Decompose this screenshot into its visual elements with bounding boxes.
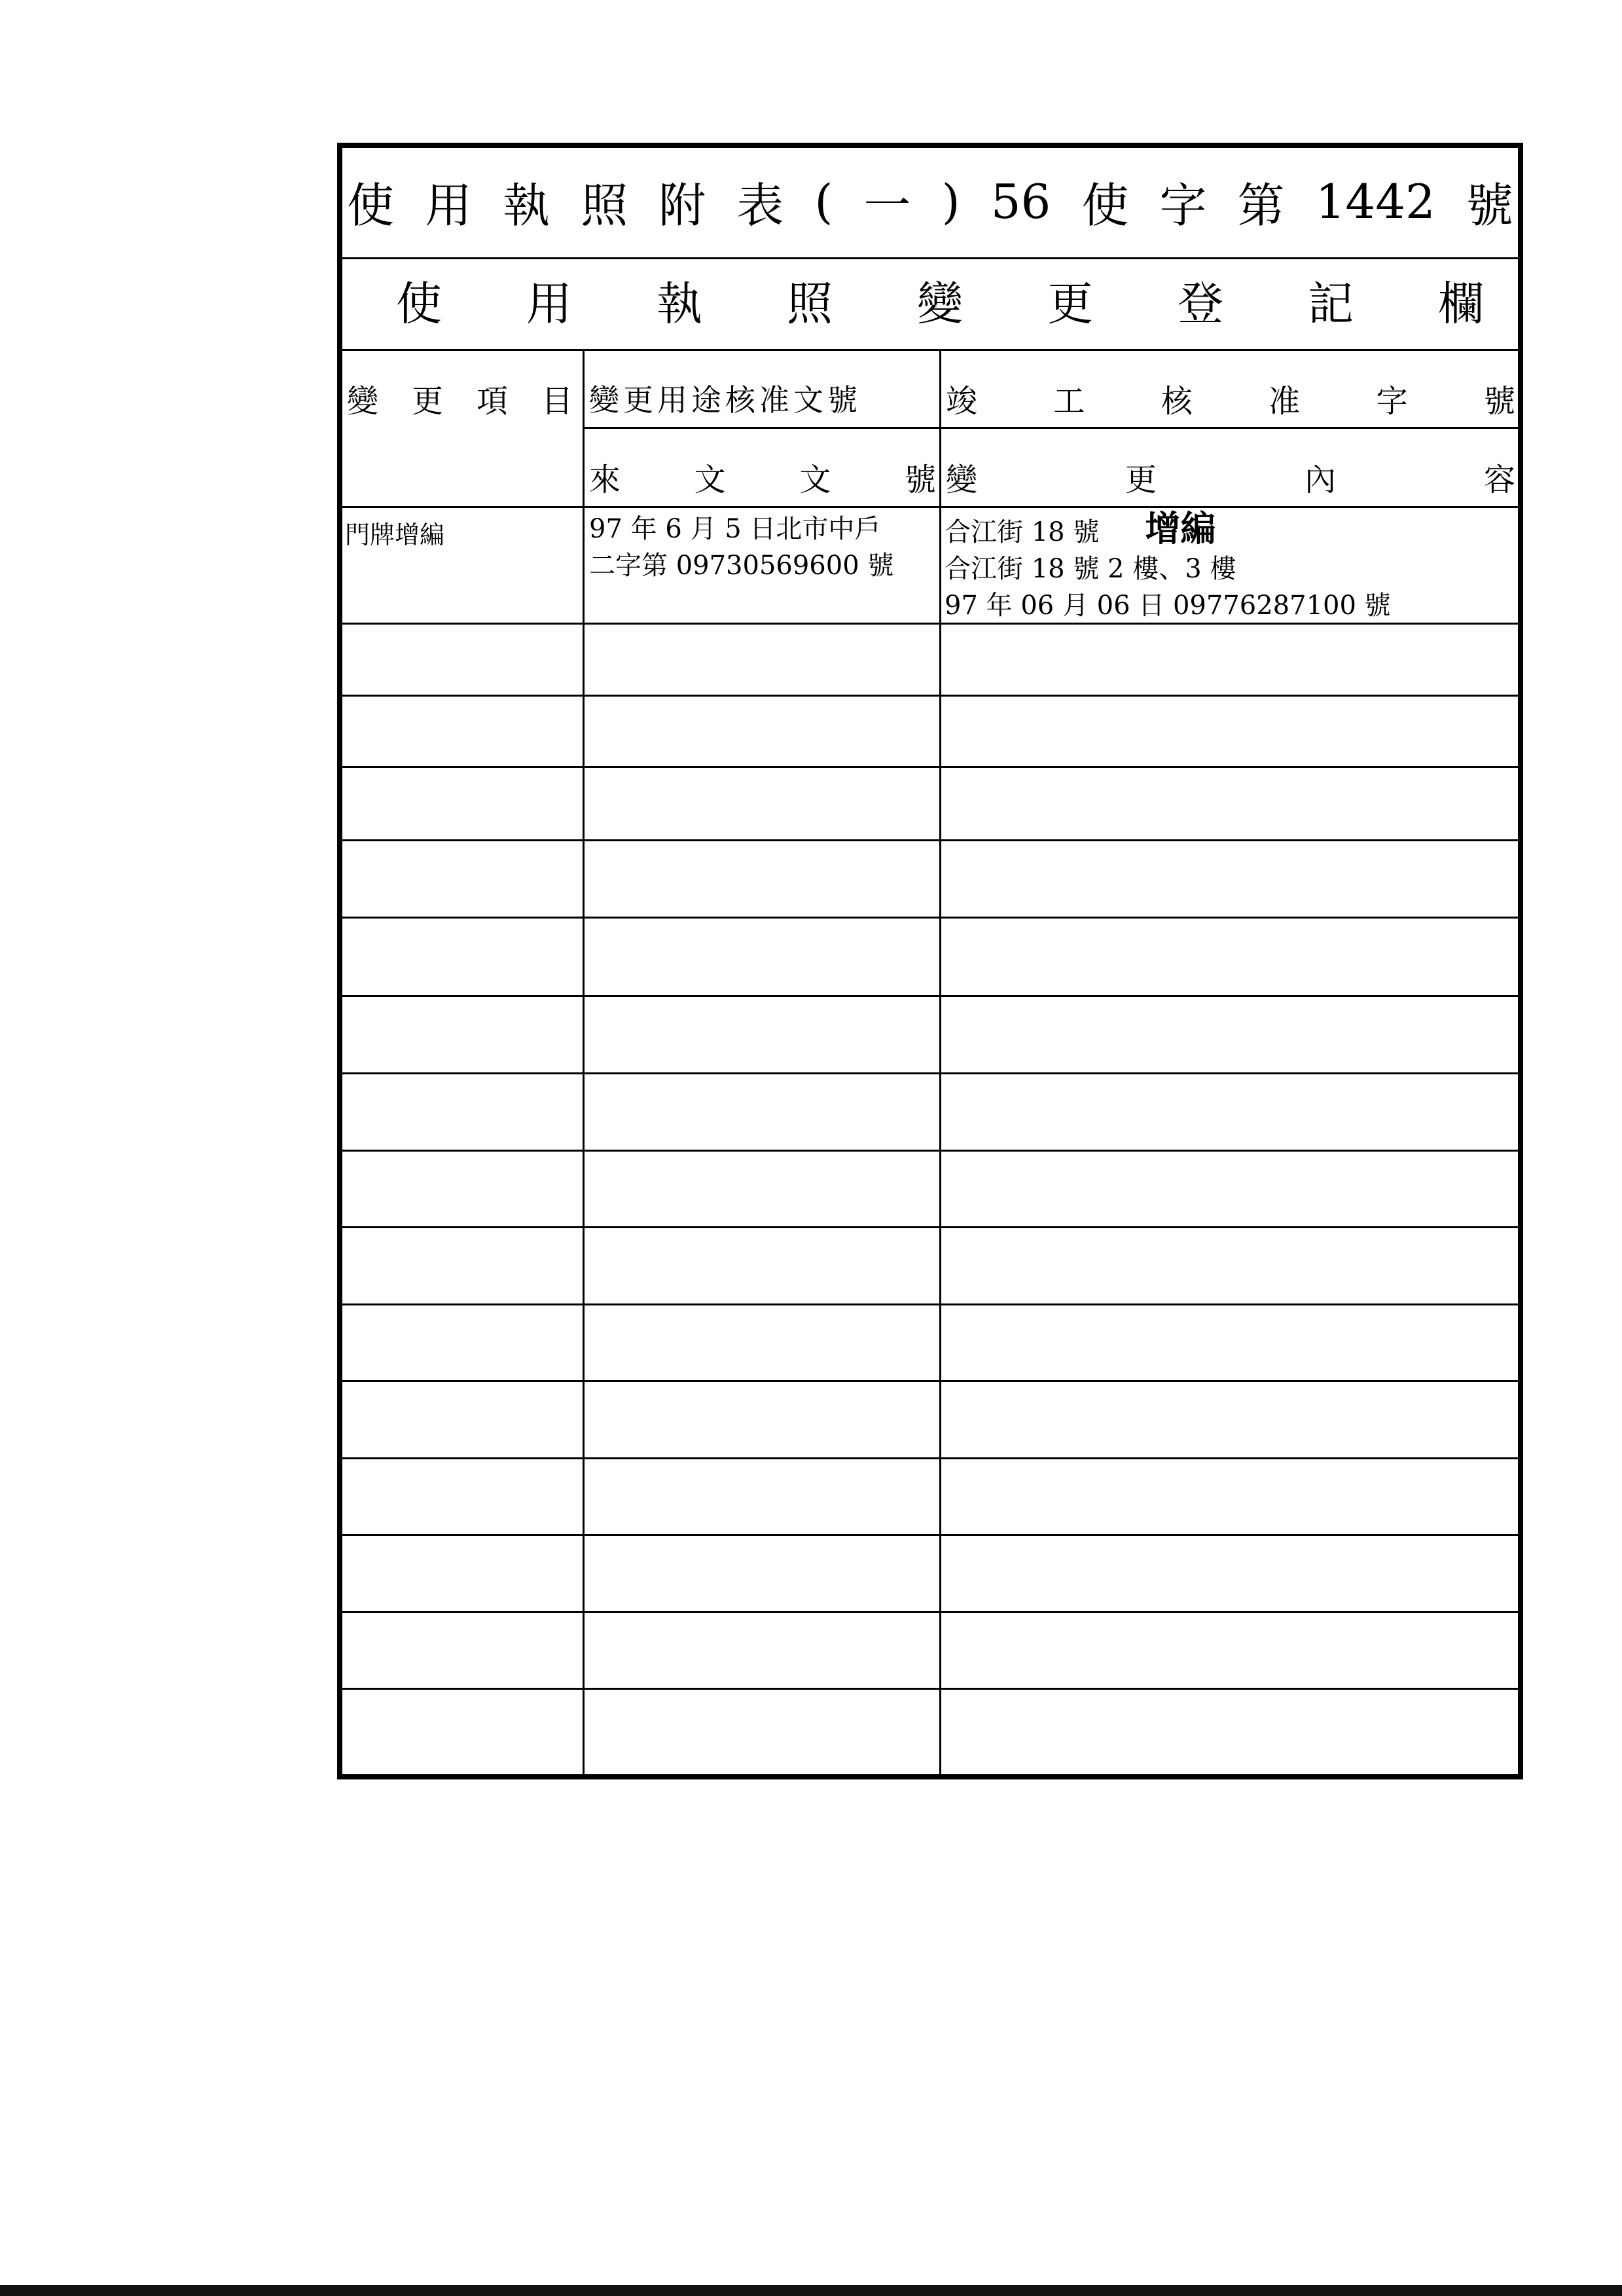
header-char: 准 (1269, 382, 1301, 420)
row-divider (337, 1688, 1523, 1690)
header-char: 變 (347, 382, 379, 420)
row-divider (337, 1380, 1523, 1382)
subtitle-char: 使 (396, 276, 442, 331)
title-char: 使 (347, 178, 395, 233)
title-char: 表 (736, 178, 784, 233)
title-char: 執 (503, 178, 550, 233)
header-char: 來 (589, 461, 621, 498)
header-change-item (347, 375, 573, 421)
title-char: ( (814, 174, 833, 229)
subtitle-char: 照 (787, 276, 833, 331)
subtitle-char: 記 (1308, 276, 1354, 331)
change-item-cell: 門牌增編 (345, 520, 445, 549)
header-char: 工 (1053, 382, 1085, 420)
row-divider (337, 1226, 1523, 1228)
title-char: 1442 (1315, 174, 1435, 229)
row-divider (337, 695, 1523, 697)
column-divider (583, 349, 585, 1779)
row-divider (337, 1534, 1523, 1536)
title-char: 號 (1466, 178, 1513, 233)
header-char: 核 (1161, 382, 1193, 420)
row-divider (337, 1611, 1523, 1613)
row-divider (337, 917, 1523, 919)
header-char: 容 (1483, 461, 1515, 498)
row-divider (337, 1072, 1523, 1074)
header-approval-label: 變更用途核准文號 (589, 382, 861, 418)
row-divider (337, 766, 1523, 768)
header-char: 字 (1376, 382, 1408, 420)
content-line: 合江街 18 號 2 樓、3 樓 (945, 554, 1236, 584)
usage-license-change-form (337, 143, 1523, 1779)
scan-bottom-edge (0, 2285, 1622, 2296)
change-content-cell (945, 508, 1391, 624)
header-char: 號 (904, 461, 936, 498)
row-divider (337, 995, 1523, 997)
divider (337, 257, 1523, 259)
content-line: 合江街 18 號 (945, 517, 1100, 547)
approval-number-cell (589, 511, 893, 584)
divider (337, 349, 1523, 351)
header-char: 更 (1125, 461, 1157, 498)
subtitle-char: 執 (657, 276, 702, 331)
column-divider (939, 349, 941, 1779)
header-char: 目 (541, 382, 573, 420)
subtitle-char: 用 (526, 276, 572, 331)
title-char: 使 (1081, 178, 1129, 233)
divider (337, 506, 1523, 508)
title-char: 一 (863, 178, 911, 233)
header-change-content (946, 454, 1515, 500)
subtitle-char: 變 (917, 276, 963, 331)
header-completion-number (946, 375, 1515, 421)
approval-line: 二字第 09730569600 號 (589, 551, 894, 581)
title-char: 用 (425, 178, 473, 233)
header-char: 文 (799, 461, 831, 498)
subtitle-char: 欄 (1438, 276, 1484, 331)
row-divider (337, 1150, 1523, 1152)
header-char: 號 (1483, 382, 1515, 420)
subtitle-char: 更 (1047, 276, 1093, 331)
title-char: ) (941, 174, 960, 229)
title-char: 附 (658, 178, 706, 233)
header-char: 竣 (946, 382, 978, 420)
header-char: 內 (1304, 461, 1336, 498)
form-subtitle (396, 267, 1484, 333)
header-approval-number (589, 375, 936, 421)
row-divider (337, 1457, 1523, 1459)
row-divider (337, 839, 1523, 841)
title-char: 56 (990, 174, 1051, 229)
content-line: 97 年 06 月 06 日 09776287100 號 (945, 591, 1391, 621)
title-char: 照 (581, 178, 628, 233)
title-char: 字 (1159, 178, 1207, 233)
header-char: 更 (411, 382, 443, 420)
approval-line: 97 年 6 月 5 日北市中戶 (589, 514, 881, 544)
header-char: 文 (694, 461, 726, 498)
divider (583, 427, 1523, 429)
form-title (347, 162, 1513, 241)
subtitle-char: 登 (1178, 276, 1223, 331)
title-char: 第 (1237, 178, 1285, 233)
row-divider (337, 623, 1523, 625)
row-divider (337, 1303, 1523, 1305)
header-incoming-number (589, 454, 936, 500)
header-char: 變 (946, 461, 978, 498)
stamp-text: 增編 (1145, 508, 1216, 549)
header-char: 項 (476, 382, 508, 420)
